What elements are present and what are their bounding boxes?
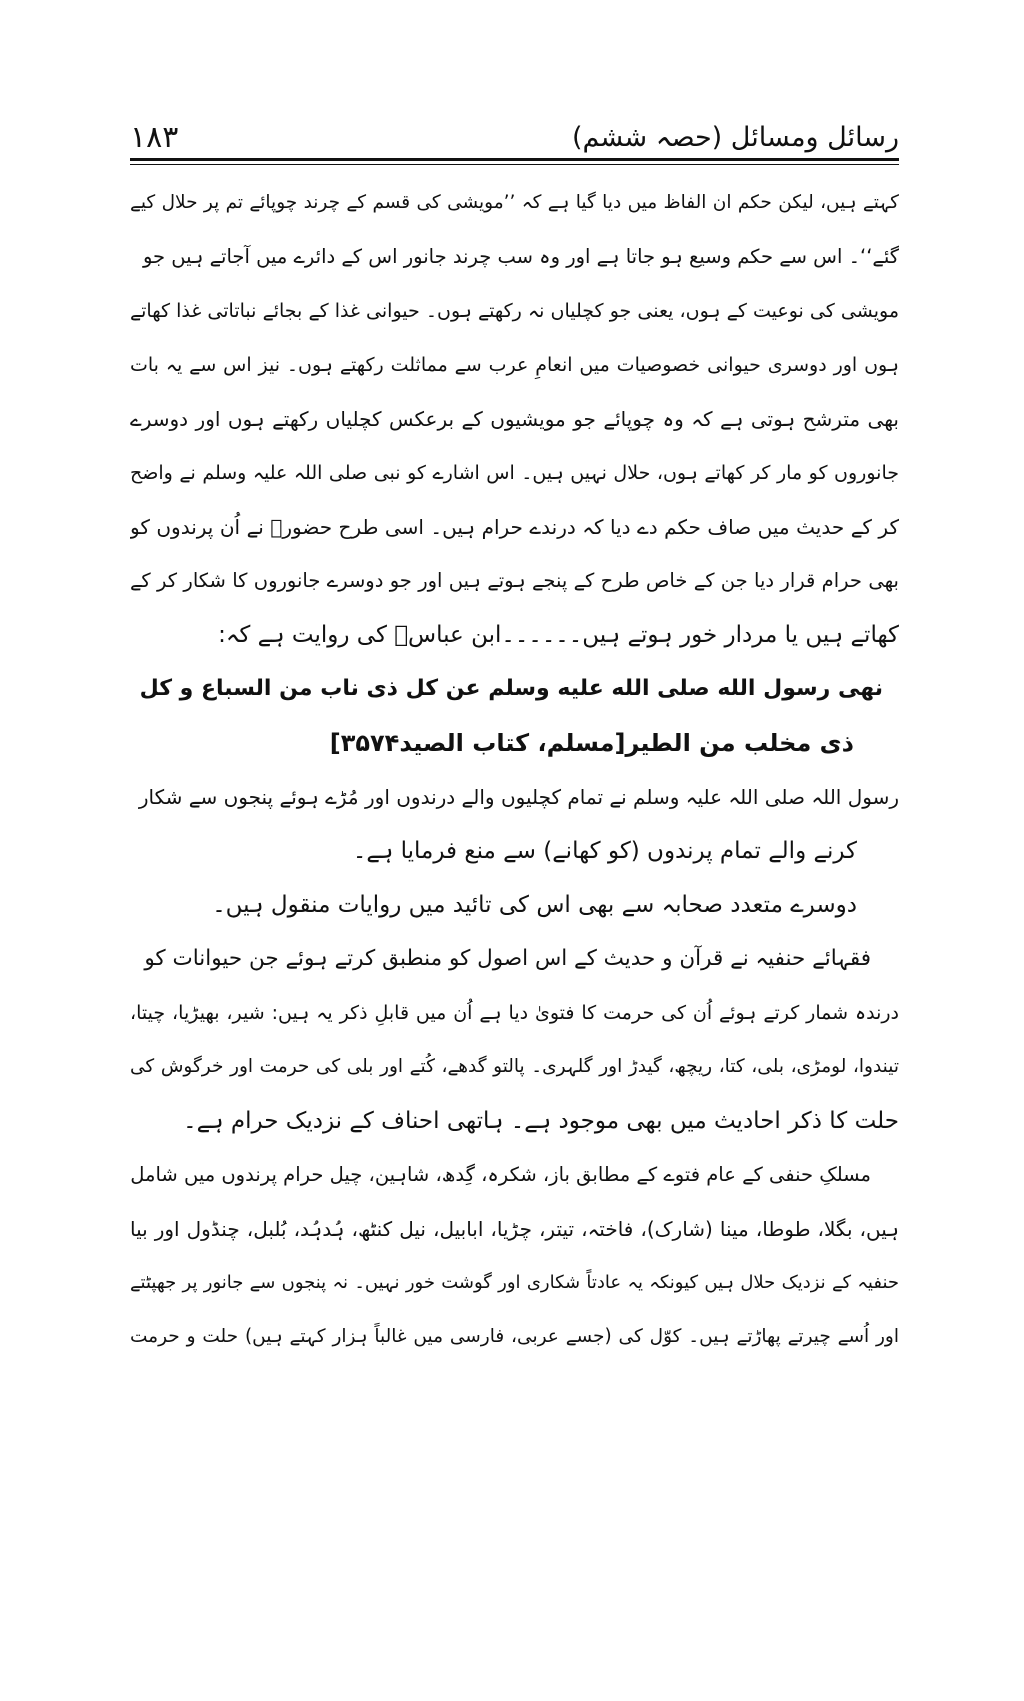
arabic-hadith-line: نهى رسول الله صلى الله عليه وسلم عن كل ذى ناب من السباع و كل <box>139 676 883 701</box>
text-line: اور اُسے چیرتے پھاڑتے ہیں۔ کوّل کی (جسے عربی، فارسی میں غالباً ہزار کہتے ہیں) حلت و حرمت <box>130 1326 899 1347</box>
text-line: کہتے ہیں، لیکن حکم ان الفاظ میں دیا گیا ہے کہ ’’مویشی کی قسم کے چرند چوپائے تم پر حلال کیے <box>130 192 899 213</box>
arabic-hadith-line: ذى مخلب من الطير[مسلم، كتاب الصيد۳۵۷۴] <box>329 729 854 757</box>
text-line: بھی مترشح ہوتی ہے کہ وہ چوپائے جو مویشیوں کے برعکس کچلیاں رکھتے ہوں اور دوسرے <box>130 407 899 431</box>
paragraph-first-line: مسلکِ حنفی کے عام فتوے کے مطابق باز، شکرہ، گِدھ، شاہین، چیل حرام پرندوں میں شامل <box>130 1163 871 1186</box>
translation-line: کرنے والے تمام پرندوں (کو کھانے) سے منع فرمایا ہے۔ <box>352 838 857 864</box>
text-line: بھی حرام قرار دیا جن کے خاص طرح کے پنجے ہوتے ہیں اور جو دوسرے جانوروں کا شکار کر کے <box>130 569 899 592</box>
text-line: کھاتے ہیں یا مردار خور ہوتے ہیں۔۔۔۔۔۔ابن عباسؓ کی روایت ہے کہ: <box>218 622 899 648</box>
text-line: کر کے حدیث میں صاف حکم دے دیا کہ درندے حرام ہیں۔ اسی طرح حضورؐ نے اُن پرندوں کو <box>130 515 899 539</box>
text-line: گئے‘‘۔ اس سے حکم وسیع ہو جاتا ہے اور وہ سب چرند جانور اس کے دائرے میں آجاتے ہیں جو <box>142 245 899 268</box>
paragraph-first-line: فقہائے حنفیہ نے قرآن و حدیث کے اس اصول کو منطبق کرتے ہوئے جن حیوانات کو <box>144 946 871 971</box>
text-line: ہیں، بگلا، طوطا، مینا (شارک)، فاختہ، تیتر، چڑیا، ابابیل، نیل کنٹھ، ہُدہُد، بُلبل، چنڈول اور بیا <box>130 1217 899 1241</box>
text-line: جانوروں کو مار کر کھاتے ہوں، حلال نہیں ہیں۔ اس اشارے کو نبی صلی اللہ علیہ وسلم نے واضح <box>130 462 899 484</box>
text-line: مویشی کی نوعیت کے ہوں، یعنی جو کچلیاں نہ رکھتے ہوں۔ حیوانی غذا کے بجائے نباتاتی غذا کھاتے <box>130 300 899 322</box>
translation-line: رسول اللہ صلی اللہ علیہ وسلم نے تمام کچلیوں والے درندوں اور مُڑے ہوئے پنجوں سے شکار <box>138 785 899 809</box>
text-line: تیندوا، لومڑی، بلی، کتا، ریچھ، گیدڑ اور گلہری۔ پالتو گدھے، کُتے اور بلی کی حرمت اور خرگوش کی <box>130 1056 899 1077</box>
header-rule-thick <box>130 158 899 161</box>
page-header <box>130 98 899 158</box>
text-line: درندہ شمار کرتے ہوئے اُن کی حرمت کا فتویٰ دیا ہے اُن میں قابلِ ذکر یہ ہیں: شیر، بھیڑیا، چیتا، <box>130 1002 899 1024</box>
text-line: ہوں اور دوسری حیوانی خصوصیات میں انعامِ عرب سے مماثلت رکھتے ہوں۔ نیز اس سے یہ بات <box>130 354 899 376</box>
page-number: ۱۸۳ <box>130 120 179 155</box>
text-line: حنفیہ کے نزدیک حلال ہیں کیونکہ یہ عادتاً شکاری اور گوشت خور نہیں۔ نہ پنجوں سے جانور پر جھپٹتے <box>130 1272 899 1293</box>
running-title: رسائل ومسائل (حصہ ششم) <box>571 122 899 153</box>
header-rule-thin <box>130 164 899 165</box>
text-line: حلت کا ذکر احادیث میں بھی موجود ہے۔ ہاتھی احناف کے نزدیک حرام ہے۔ <box>183 1108 899 1134</box>
text-line: دوسرے متعدد صحابہ سے بھی اس کی تائید میں روایات منقول ہیں۔ <box>212 892 857 918</box>
body-text <box>130 176 899 1364</box>
